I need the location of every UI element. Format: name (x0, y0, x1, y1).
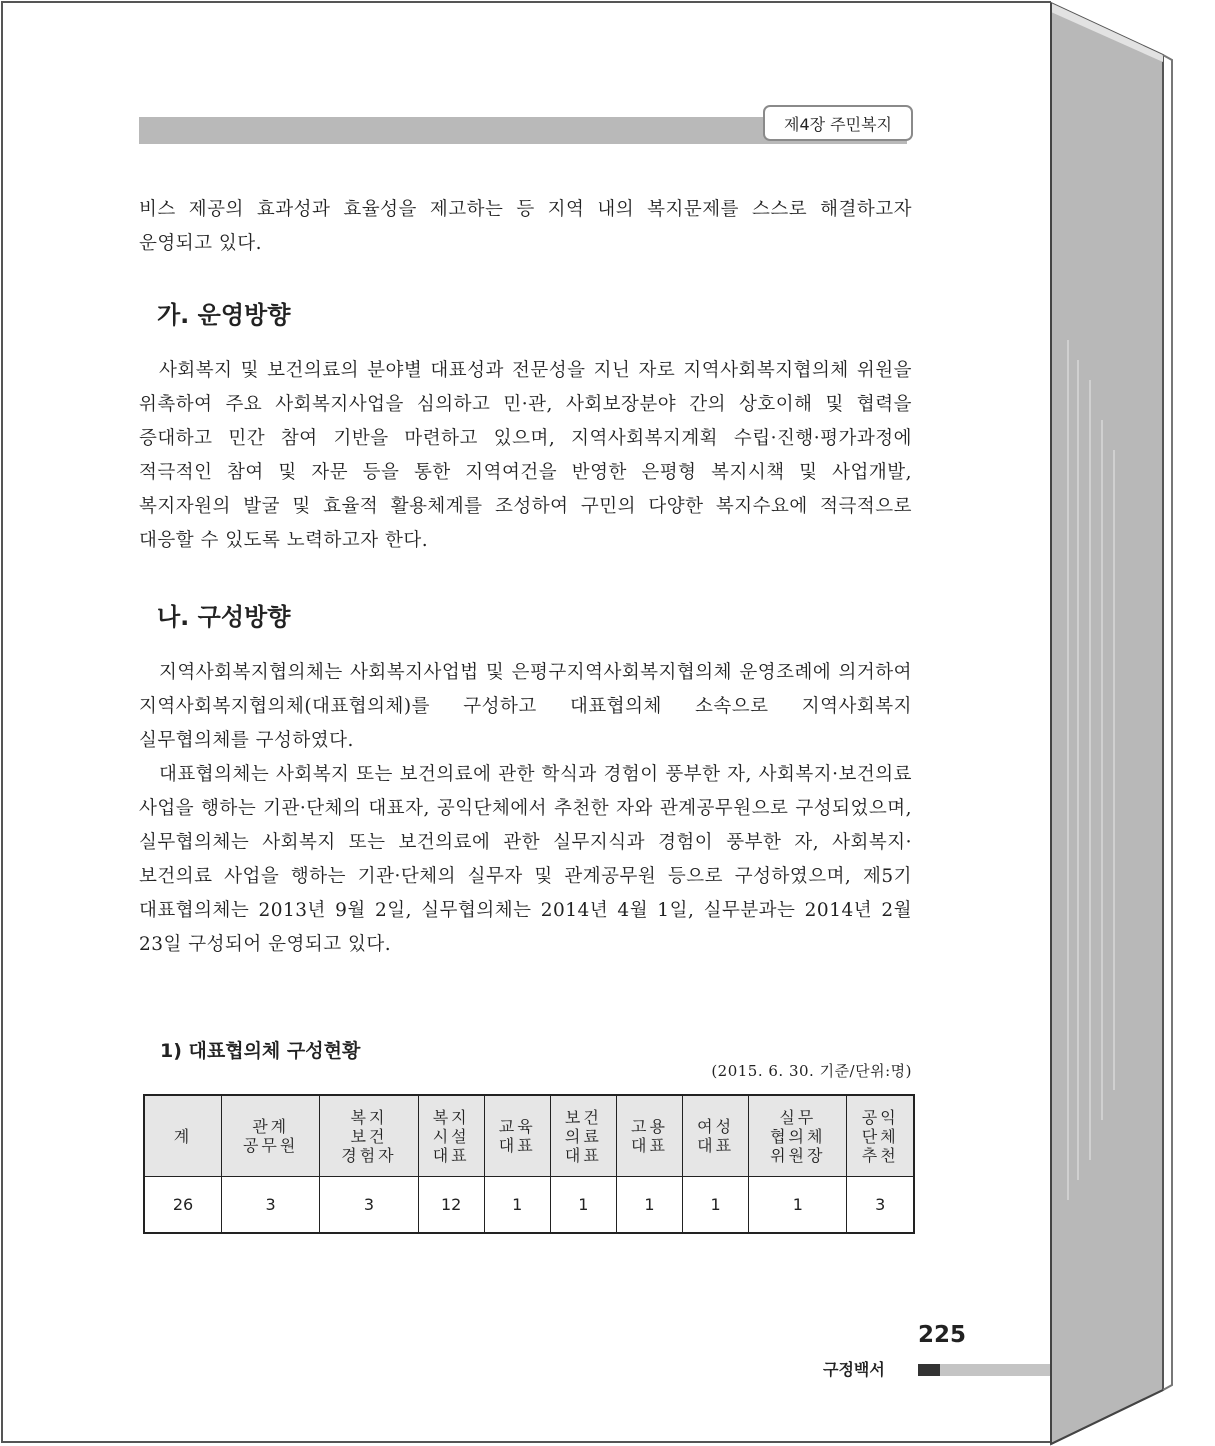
intro-paragraph: 비스 제공의 효과성과 효율성을 제고하는 등 지역 내의 복지문제를 스스로 해결하고자 운영되고 있다. (139, 199, 912, 254)
header-cell: 여성 대표 (683, 1095, 749, 1177)
footer-bar-dark (918, 1364, 940, 1376)
header-cell: 계 (144, 1095, 222, 1177)
value-cell: 3 (847, 1177, 914, 1234)
header-cell: 실무 협의체 위원장 (749, 1095, 847, 1177)
table-note: (2015. 6. 30. 기준/단위:명) (711, 1062, 912, 1080)
section-b-paragraph-2: 대표협의체는 사회복지 또는 보건의료에 관한 학식과 경험이 풍부한 자, 사회복지·보건의료 사업을 행하는 기관·단체의 대표자, 공익단체에서 추천한 자와 관계공무원으로 구성되었으며, 실무협의체는 사회복지 또는 보건의료에 관한 실무지식과 경험이 풍부한 자, 사회복지·보건의료 사업을 행하는 기관·단체의 실무자 및 관계공무원 등으로 구성하였으며, 제5기 대표협의체는 2013년 9월 2일, 실무협의체는 2014년 4월 1일, 실무분과는 2014년 2월 23일 구성되어 운영되고 있다. (139, 764, 912, 955)
header-cell: 복지 시설 대표 (418, 1095, 484, 1177)
table-row (144, 1177, 914, 1234)
value-cell: 12 (418, 1177, 484, 1234)
value-cell: 1 (683, 1177, 749, 1234)
section-a-body: 사회복지 및 보건의료의 분야별 대표성과 전문성을 지닌 자로 지역사회복지협의체 위원을 위촉하여 주요 사회복지사업을 심의하고 민·관, 사회보장분야 간의 상호이해 및 협력을 증대하고 민간 참여 기반을 마련하고 있으며, 지역사회복지계획 수립·진행·평가과정에 적극적인 참여 및 자문 등을 통한 지역여건을 반영한 은평형 복지시책 및 사업개발, 복지자원의 발굴 및 효율적 활용체계를 조성하여 구민의 다양한 복지수요에 적극적으로 대응할 수 있도록 노력하고자 한다. (139, 360, 912, 551)
footer-bar-light (940, 1364, 1050, 1376)
composition-table (143, 1094, 915, 1234)
header-cell: 관계 공무원 (222, 1095, 320, 1177)
section-b-paragraph-1: 지역사회복지협의체는 사회복지사업법 및 은평구지역사회복지협의체 운영조례에 의거하여 지역사회복지협의체(대표협의체)를 구성하고 대표협의체 소속으로 지역사회복지 실무협의체를 구성하였다. (139, 662, 912, 751)
header-cell: 복지 보건 경험자 (320, 1095, 418, 1177)
table-title: 1) 대표협의체 구성현황 (160, 1040, 361, 1062)
section-b-title: 나. 구성방향 (157, 603, 291, 631)
section-a-title: 가. 운영방향 (157, 301, 291, 329)
value-cell: 1 (616, 1177, 682, 1234)
value-cell: 26 (144, 1177, 222, 1234)
value-cell: 3 (222, 1177, 320, 1234)
header-cell: 공익 단체 추천 (847, 1095, 914, 1177)
book-title: 구정백서 (823, 1360, 885, 1379)
table-header-row (144, 1095, 914, 1177)
header-cell: 보건 의료 대표 (550, 1095, 616, 1177)
value-cell: 3 (320, 1177, 418, 1234)
header-cell: 고용 대표 (616, 1095, 682, 1177)
chapter-label: 제4장 주민복지 (763, 105, 913, 141)
page-number: 225 (918, 1322, 967, 1348)
value-cell: 1 (484, 1177, 550, 1234)
header-cell: 교육 대표 (484, 1095, 550, 1177)
value-cell: 1 (749, 1177, 847, 1234)
value-cell: 1 (550, 1177, 616, 1234)
